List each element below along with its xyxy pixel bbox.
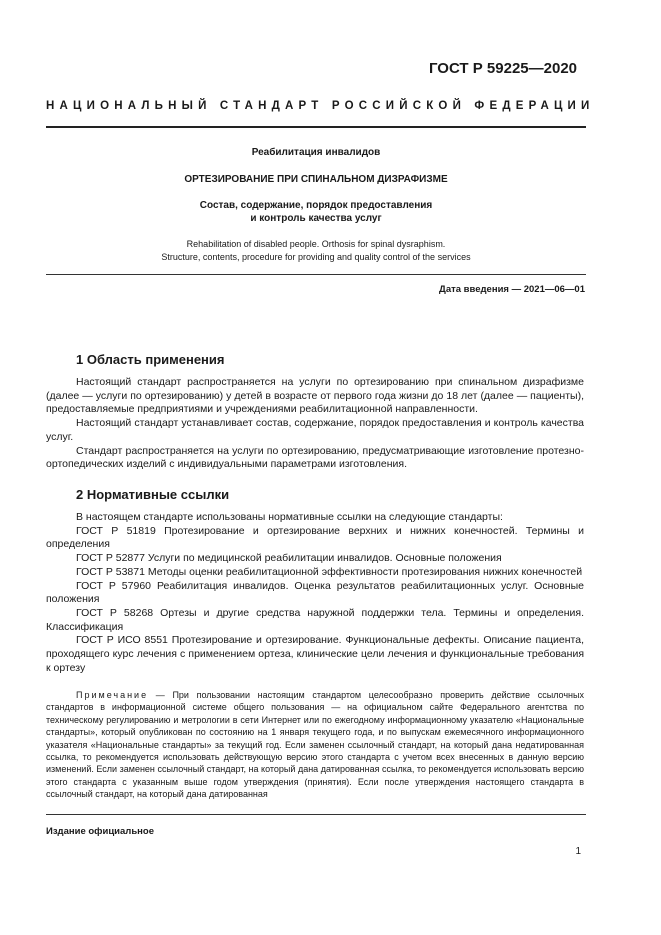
english-title [46, 238, 586, 264]
note-text: — При пользовании настоящим стандартом целесообразно проверить действие ссылочных стандартов в информационной системе общего пользования — на официальном сайте Федерального агентства по техническому регулированию и метрологии в сети Интернет или по ежегодному информационному указателю «Национальные стандарты», который опубликован по состоянию на 1 января текущего года, и по выпускам ежемесячного информационного указателя «Национальные стандарты» за текущий год. Если заменен ссылочный стандарт, на который дана недатированная ссылка, то рекомендуется использовать действующую версию этого стандарта с учетом всех внесенных в данную версию изменений. Если заменен ссылочный стандарт, на который дана датированная ссылка, то рекомендуется использовать версию этого стандарта с указанным выше годом утверждения (принятия). Если после утверждения настоящего стандарта в ссылочный стандарт, на который дана датированная [46, 690, 584, 800]
paragraph: Настоящий стандарт устанавливает состав, содержание, порядок предоставления и контроль качества услуг. [46, 417, 584, 443]
reference-item: ГОСТ Р ИСО 8551 Протезирование и ортезирование. Функциональные дефекты. Описание пациента, проходящего курс лечения с применением ортеза, клинические цели лечения и функциональные требования к ортезу [46, 634, 584, 674]
section-2-body [46, 511, 584, 675]
document-category: Реабилитация инвалидов [251, 147, 381, 158]
paragraph: Настоящий стандарт распространяется на услуги по ортезированию при спинальном дизрафизме (далее — услуги по ортезированию) у детей в возрасте от первого года жизни до 18 лет (далее — пациенты), предоставляемые предприятиями и учреждениями реабилитационной направленности. [46, 376, 584, 416]
note [46, 689, 584, 801]
national-standard-heading: НАЦИОНАЛЬНЫЙ СТАНДАРТ РОССИЙСКОЙ ФЕДЕРАЦИИ [46, 100, 595, 112]
top-divider [46, 126, 586, 128]
english-title-line-2: Structure, contents, procedure for providing and quality control of the services [161, 252, 471, 262]
introduction-date: Дата введения — 2021—06—01 [439, 284, 585, 295]
reference-item: ГОСТ Р 52877 Услуги по медицинской реабилитации инвалидов. Основные положения [76, 552, 502, 565]
note-label: Примечание [76, 690, 149, 700]
reference-item: ГОСТ Р 53871 Методы оценки реабилитационной эффективности протезирования нижних конечностей [76, 565, 583, 578]
document-subtitle [46, 199, 586, 225]
english-title-line-1: Rehabilitation of disabled people. Orthosis for spinal dysraphism. [186, 239, 446, 249]
document-title: ОРТЕЗИРОВАНИЕ ПРИ СПИНАЛЬНОМ ДИЗРАФИЗМЕ [184, 174, 448, 185]
bottom-divider [46, 814, 586, 815]
subtitle-line-1: Состав, содержание, порядок предоставления [199, 200, 433, 211]
edition-label: Издание официальное [46, 826, 154, 837]
reference-item: ГОСТ Р 58268 Ортезы и другие средства наружной поддержки тела. Термины и определения. Классификация [46, 606, 584, 633]
page-number: 1 [575, 846, 581, 857]
middle-divider [46, 274, 586, 275]
paragraph: Стандарт распространяется на услуги по ортезированию, предусматривающие изготовление протезно-ортопедических изделий с индивидуальными параметрами изготовления. [46, 444, 584, 471]
section-1-body [46, 376, 584, 472]
reference-item: ГОСТ Р 57960 Реабилитация инвалидов. Оценка результатов реабилитационных услуг. Основные положения [46, 579, 584, 606]
reference-item: ГОСТ Р 51819 Протезирование и ортезирование верхних и нижних конечностей. Термины и определения [46, 524, 584, 551]
section-1-heading: 1 Область применения [76, 352, 225, 367]
gost-code: ГОСТ Р 59225—2020 [428, 60, 577, 77]
subtitle-line-2: и контроль качества услуг [250, 213, 382, 224]
section-2-heading: 2 Нормативные ссылки [76, 487, 230, 502]
paragraph: В настоящем стандарте использованы нормативные ссылки на следующие стандарты: [76, 511, 503, 523]
